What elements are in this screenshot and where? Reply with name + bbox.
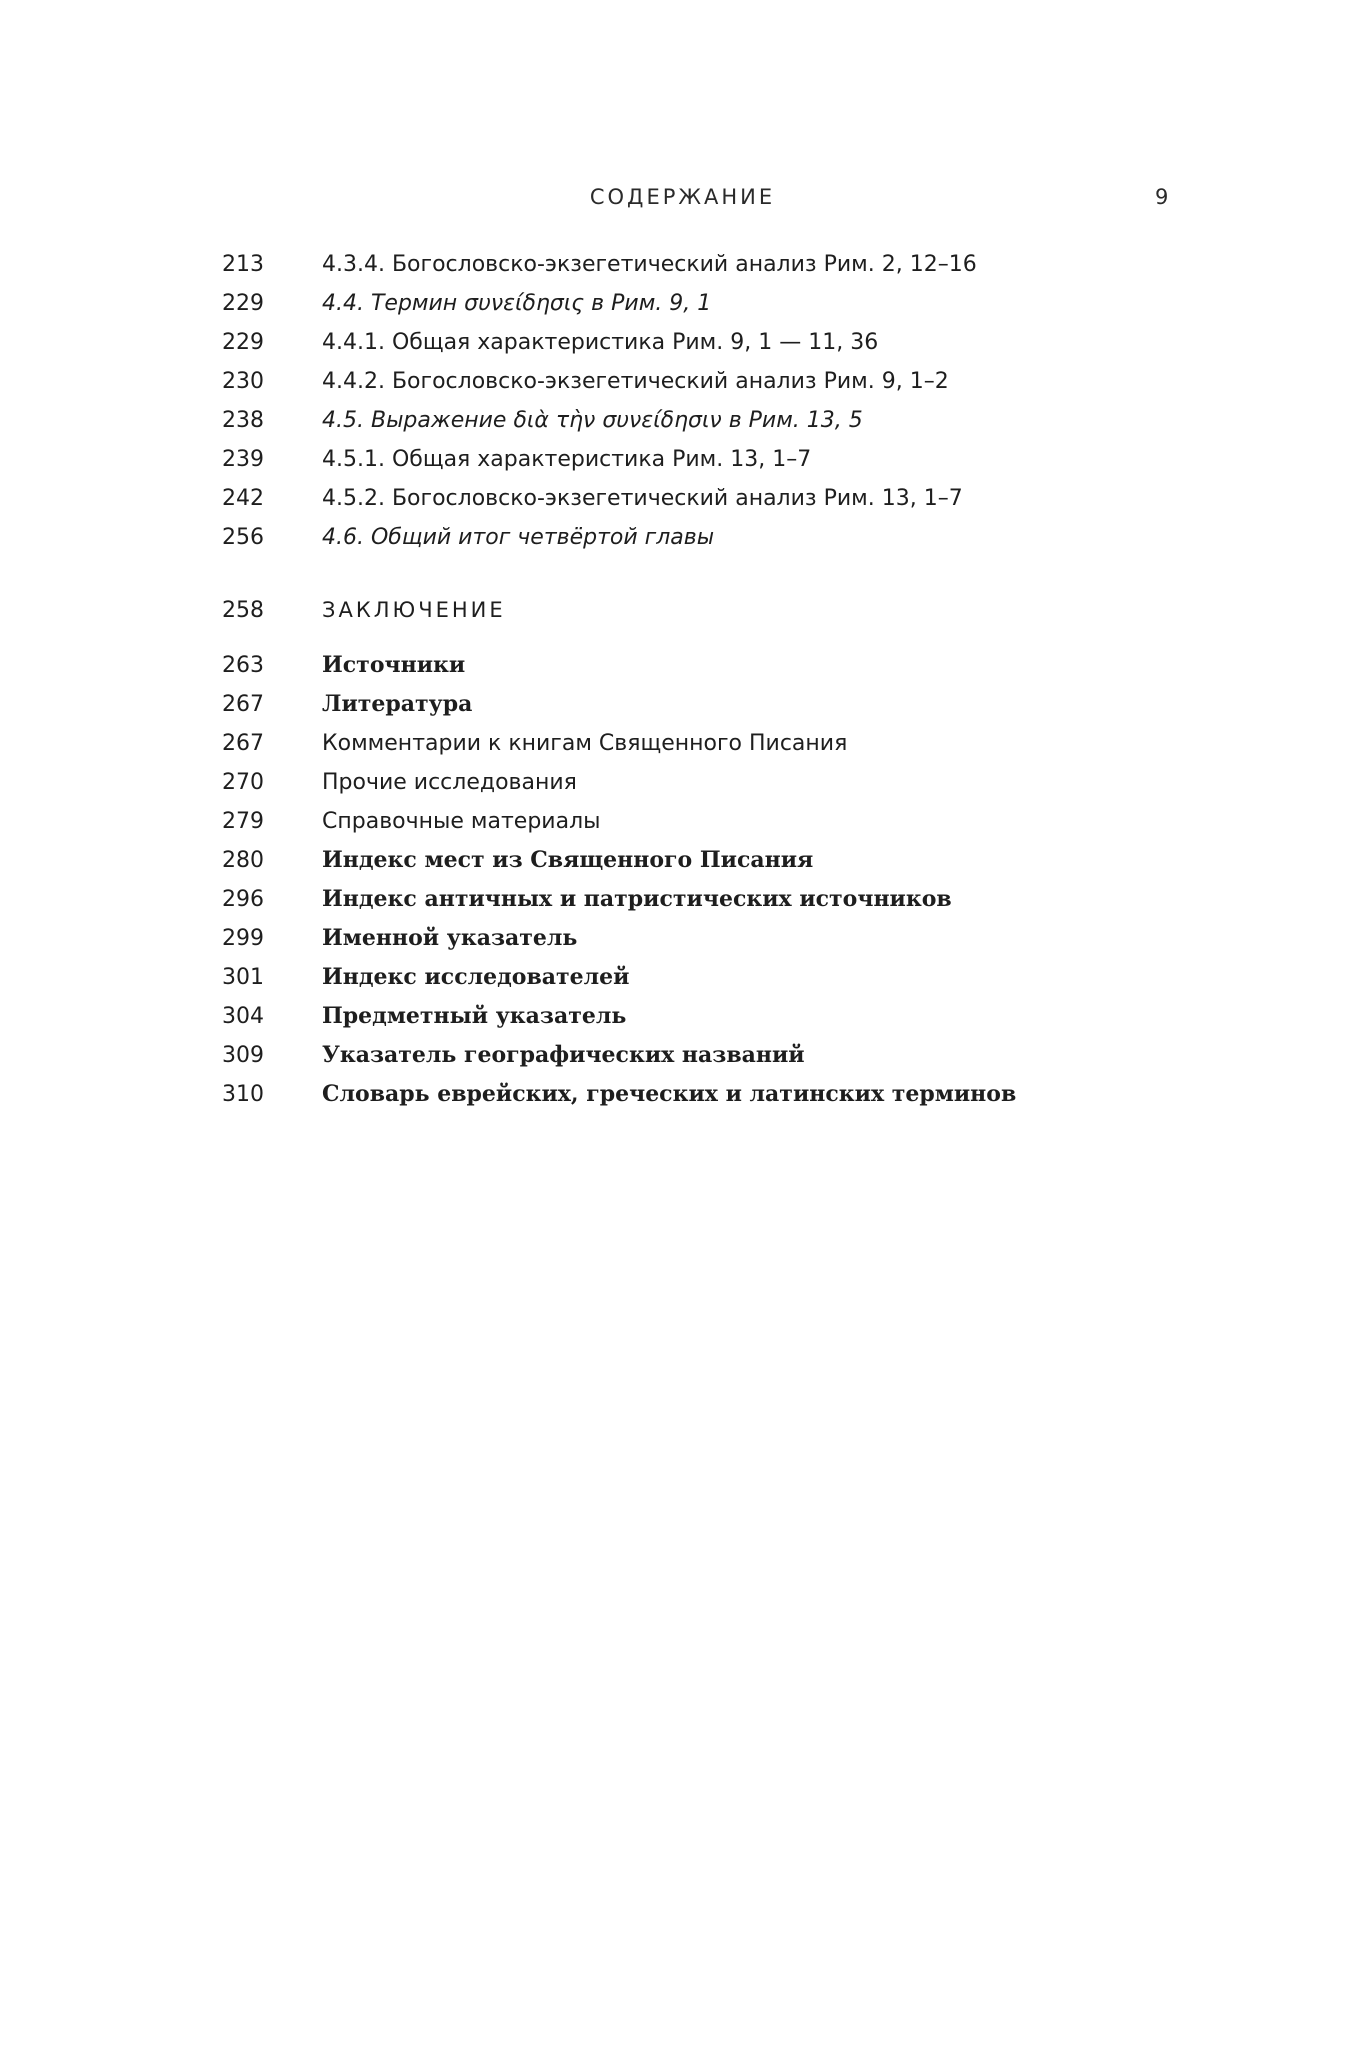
toc-entry	[222, 731, 1222, 767]
toc-entry-page: 267	[222, 731, 264, 756]
toc-entry-title: Словарь еврейских, греческих и латинских терминов	[322, 1081, 1017, 1107]
toc-entry-title: 4.3.4. Богословско-экзегетический анализ Рим. 2, 12–16	[322, 252, 977, 277]
toc-entry-page: 239	[222, 447, 264, 472]
toc-entry	[222, 252, 1222, 288]
toc-entry-page: 304	[222, 1004, 264, 1029]
toc-entry-title: Указатель географических названий	[322, 1042, 805, 1068]
toc-entry	[222, 525, 1222, 561]
page-number: 9	[1155, 185, 1169, 209]
toc-entry	[222, 1082, 1222, 1118]
toc-entry-conclusion	[222, 598, 1222, 634]
toc-entry-title: 4.6. Общий итог четвёртой главы	[322, 525, 715, 550]
toc-entry-page: 299	[222, 926, 264, 951]
toc-entry-title: Литература	[322, 691, 473, 717]
toc-entry-page: 309	[222, 1043, 264, 1068]
toc-entry	[222, 330, 1222, 366]
toc-entry-page: 213	[222, 252, 264, 277]
toc-entry-page: 229	[222, 330, 264, 355]
toc-entry	[222, 1004, 1222, 1040]
toc-entry-page: 301	[222, 965, 264, 990]
toc-entry-page: 258	[222, 598, 264, 623]
toc-entry	[222, 692, 1222, 728]
toc-entry-title: 4.4. Термин συνείδησις в Рим. 9, 1	[322, 291, 712, 316]
toc-entry-title: ЗАКЛЮЧЕНИЕ	[322, 598, 506, 622]
toc-entry-page: 279	[222, 809, 264, 834]
toc-entry	[222, 965, 1222, 1001]
running-title: СОДЕРЖАНИЕ	[589, 185, 776, 209]
toc-entry-page: 310	[222, 1082, 264, 1107]
toc-entry-page: 229	[222, 291, 264, 316]
toc-entry	[222, 447, 1222, 483]
toc-entry-title: Предметный указатель	[322, 1003, 627, 1029]
toc-entry-page: 270	[222, 770, 264, 795]
toc-entry-title: Индекс мест из Священного Писания	[322, 847, 814, 873]
toc-entry-page: 296	[222, 887, 264, 912]
toc-entry-page: 263	[222, 653, 264, 678]
toc-entry-title: 4.5.1. Общая характеристика Рим. 13, 1–7	[322, 447, 812, 472]
toc-entry-title: Источники	[322, 652, 466, 678]
toc-entry-title: Комментарии к книгам Священного Писания	[322, 731, 848, 756]
toc-entry-page: 267	[222, 692, 264, 717]
toc-entry-title: 4.5.2. Богословско-экзегетический анализ Рим. 13, 1–7	[322, 486, 963, 511]
toc-entry-title: 4.4.1. Общая характеристика Рим. 9, 1 — 11, 36	[322, 330, 879, 355]
toc-entry-title: Индекс исследователей	[322, 964, 630, 990]
toc-entry-page: 256	[222, 525, 264, 550]
toc-entry-title: 4.5. Выражение διὰ τὴν συνείδησιν в Рим. 13, 5	[322, 408, 863, 433]
toc-entry	[222, 291, 1222, 327]
toc-entry	[222, 848, 1222, 884]
toc-entry-page: 242	[222, 486, 264, 511]
toc-entry	[222, 770, 1222, 806]
toc-entry-page: 230	[222, 369, 264, 394]
toc-entry-title: Прочие исследования	[322, 770, 577, 795]
toc-entry	[222, 1043, 1222, 1079]
toc-entry-title: Именной указатель	[322, 925, 578, 951]
toc-entry	[222, 809, 1222, 845]
toc-entry	[222, 887, 1222, 923]
toc-entry	[222, 369, 1222, 405]
toc-entry-page: 280	[222, 848, 264, 873]
toc-entry	[222, 653, 1222, 689]
toc-entry-title: Справочные материалы	[322, 809, 601, 834]
toc-entry	[222, 408, 1222, 444]
toc-entry-title: 4.4.2. Богословско-экзегетический анализ Рим. 9, 1–2	[322, 369, 949, 394]
toc-entry-title: Индекс античных и патристических источников	[322, 886, 952, 912]
toc-entry-page: 238	[222, 408, 264, 433]
toc-entry	[222, 926, 1222, 962]
toc-entry	[222, 486, 1222, 522]
